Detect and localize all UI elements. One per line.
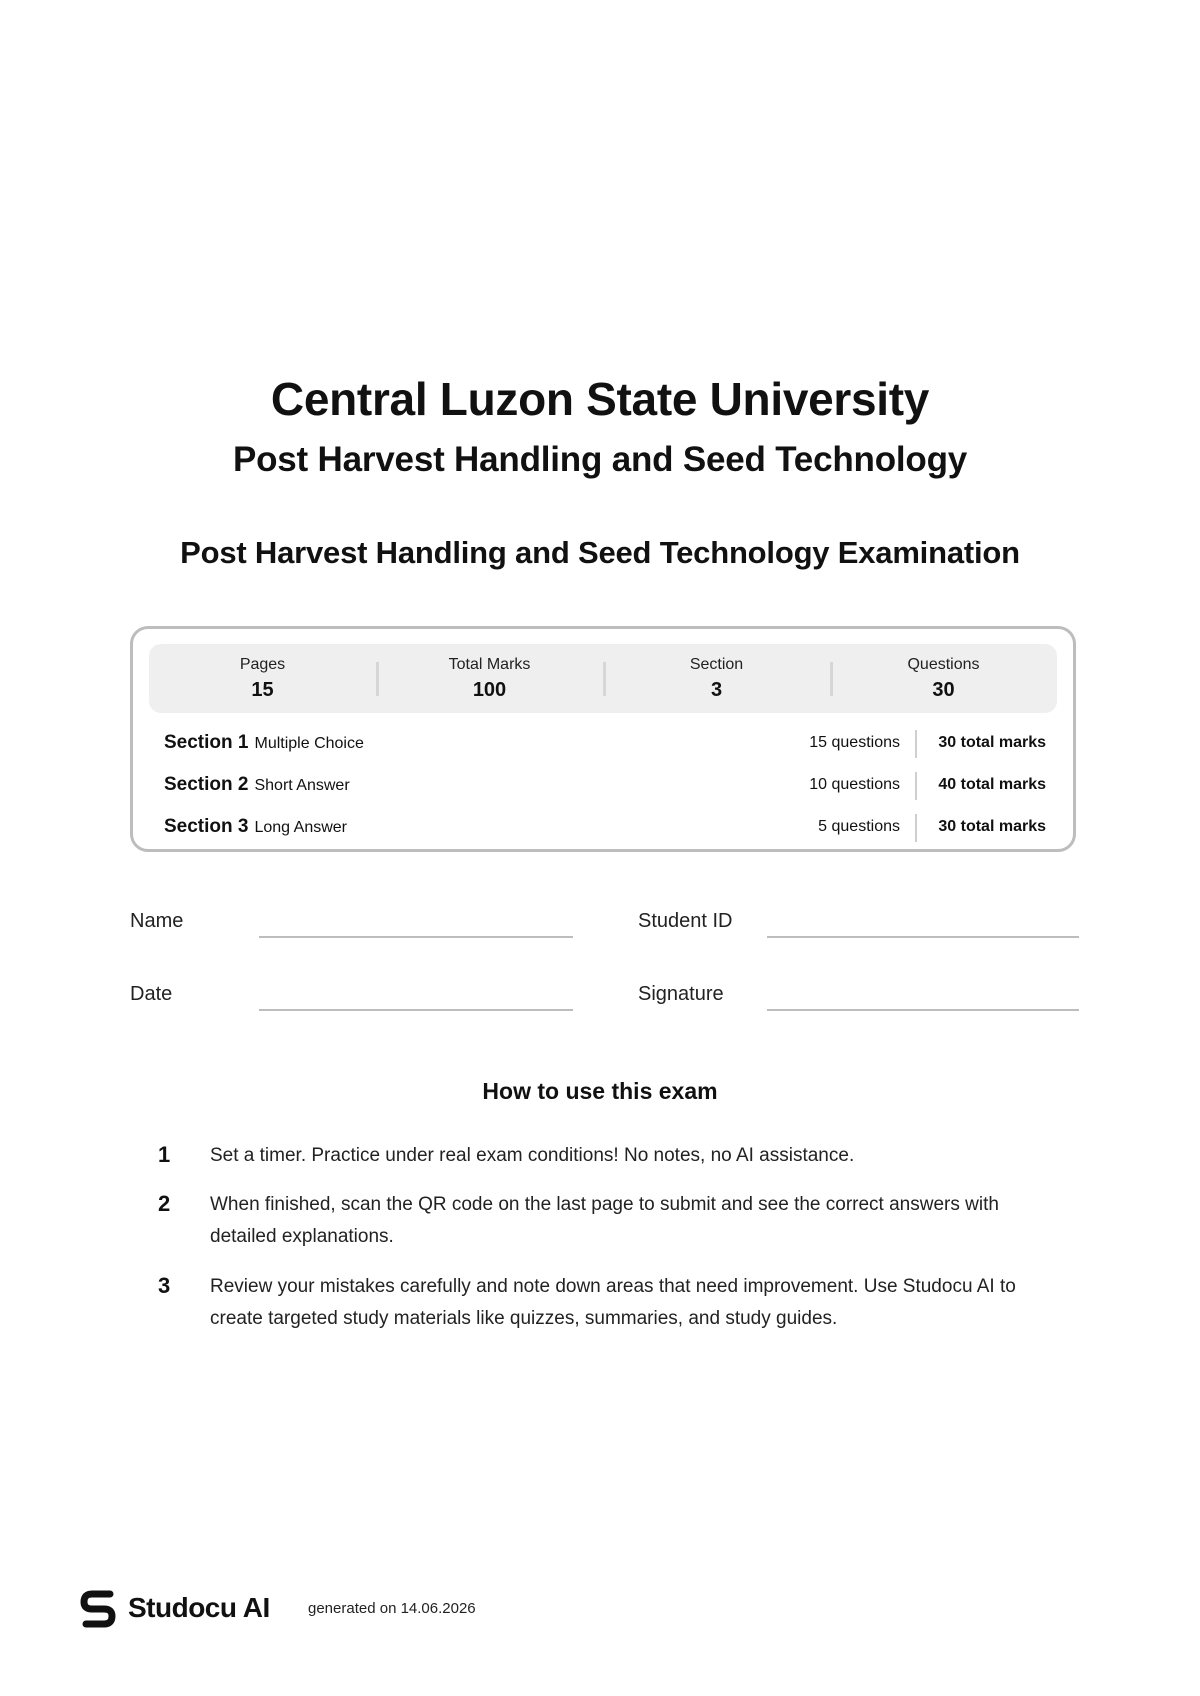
section-questions: 15 questions xyxy=(809,734,900,751)
section-row-1 xyxy=(164,732,1046,762)
section-marks-suffix: total marks xyxy=(960,776,1046,793)
stat-questions xyxy=(830,644,1057,713)
section-type: Short Answer xyxy=(254,777,350,794)
stat-value: 30 xyxy=(932,679,955,701)
stat-section xyxy=(603,644,830,713)
section-divider xyxy=(915,730,917,758)
step-text: Set a timer. Practice under real exam conditions! No notes, no AI assistance. xyxy=(210,1145,855,1166)
section-name: Section 3 xyxy=(164,816,249,837)
date-field[interactable] xyxy=(259,1009,573,1011)
stat-value: 15 xyxy=(251,679,274,701)
footer-brand: Studocu AI xyxy=(128,1592,270,1623)
university-title: Central Luzon State University xyxy=(270,373,930,425)
exam-stats-bar xyxy=(149,644,1057,713)
section-name: Section 2 xyxy=(164,774,249,795)
section-type: Long Answer xyxy=(254,819,347,836)
stat-label: Total Marks xyxy=(448,656,531,673)
student-id-field[interactable] xyxy=(767,936,1079,938)
stat-label: Section xyxy=(689,656,744,673)
stat-value: 100 xyxy=(472,679,507,701)
section-marks-number: 30 xyxy=(938,734,957,751)
section-questions: 10 questions xyxy=(809,776,900,793)
signature-field[interactable] xyxy=(767,1009,1079,1011)
section-marks xyxy=(938,734,1046,752)
step-text: Review your mistakes carefully and note down areas that need improvement. Use Studocu AI to create targeted study materials like quizzes, summaries, and study guides. xyxy=(210,1276,1016,1329)
stat-label: Questions xyxy=(907,656,980,673)
section-row-2 xyxy=(164,774,1046,804)
section-row-3 xyxy=(164,816,1046,846)
date-label: Date xyxy=(130,983,173,1005)
stat-label: Pages xyxy=(239,656,286,673)
course-title: Post Harvest Handling and Seed Technology xyxy=(232,440,968,479)
section-marks-suffix: total marks xyxy=(960,818,1046,835)
section-marks-suffix: total marks xyxy=(960,734,1046,751)
section-questions: 5 questions xyxy=(818,818,900,835)
stat-value: 3 xyxy=(710,679,723,701)
instructions-title: How to use this exam xyxy=(482,1078,718,1104)
step-text: When finished, scan the QR code on the last page to submit and see the correct answers with detailed explanations. xyxy=(210,1194,999,1247)
exam-summary-card xyxy=(130,626,1076,852)
generated-date: generated on 14.06.2026 xyxy=(308,1600,476,1617)
section-name: Section 1 xyxy=(164,732,249,753)
section-marks-number: 30 xyxy=(938,818,957,835)
section-marks-number: 40 xyxy=(938,776,957,793)
exam-title: Post Harvest Handling and Seed Technology Examination xyxy=(180,535,1020,570)
section-divider xyxy=(915,772,917,800)
stat-total-marks xyxy=(376,644,603,713)
section-type: Multiple Choice xyxy=(254,735,364,752)
student-id-label: Student ID xyxy=(638,910,733,932)
step-number: 1 xyxy=(158,1142,171,1167)
section-marks xyxy=(938,776,1046,794)
signature-label: Signature xyxy=(638,983,724,1005)
studocu-logo-icon xyxy=(80,1590,116,1628)
step-number: 2 xyxy=(158,1191,171,1216)
stat-pages xyxy=(149,644,376,713)
section-divider xyxy=(915,814,917,842)
name-field[interactable] xyxy=(259,936,573,938)
name-label: Name xyxy=(130,910,184,932)
section-marks xyxy=(938,818,1046,836)
step-number: 3 xyxy=(158,1273,171,1298)
